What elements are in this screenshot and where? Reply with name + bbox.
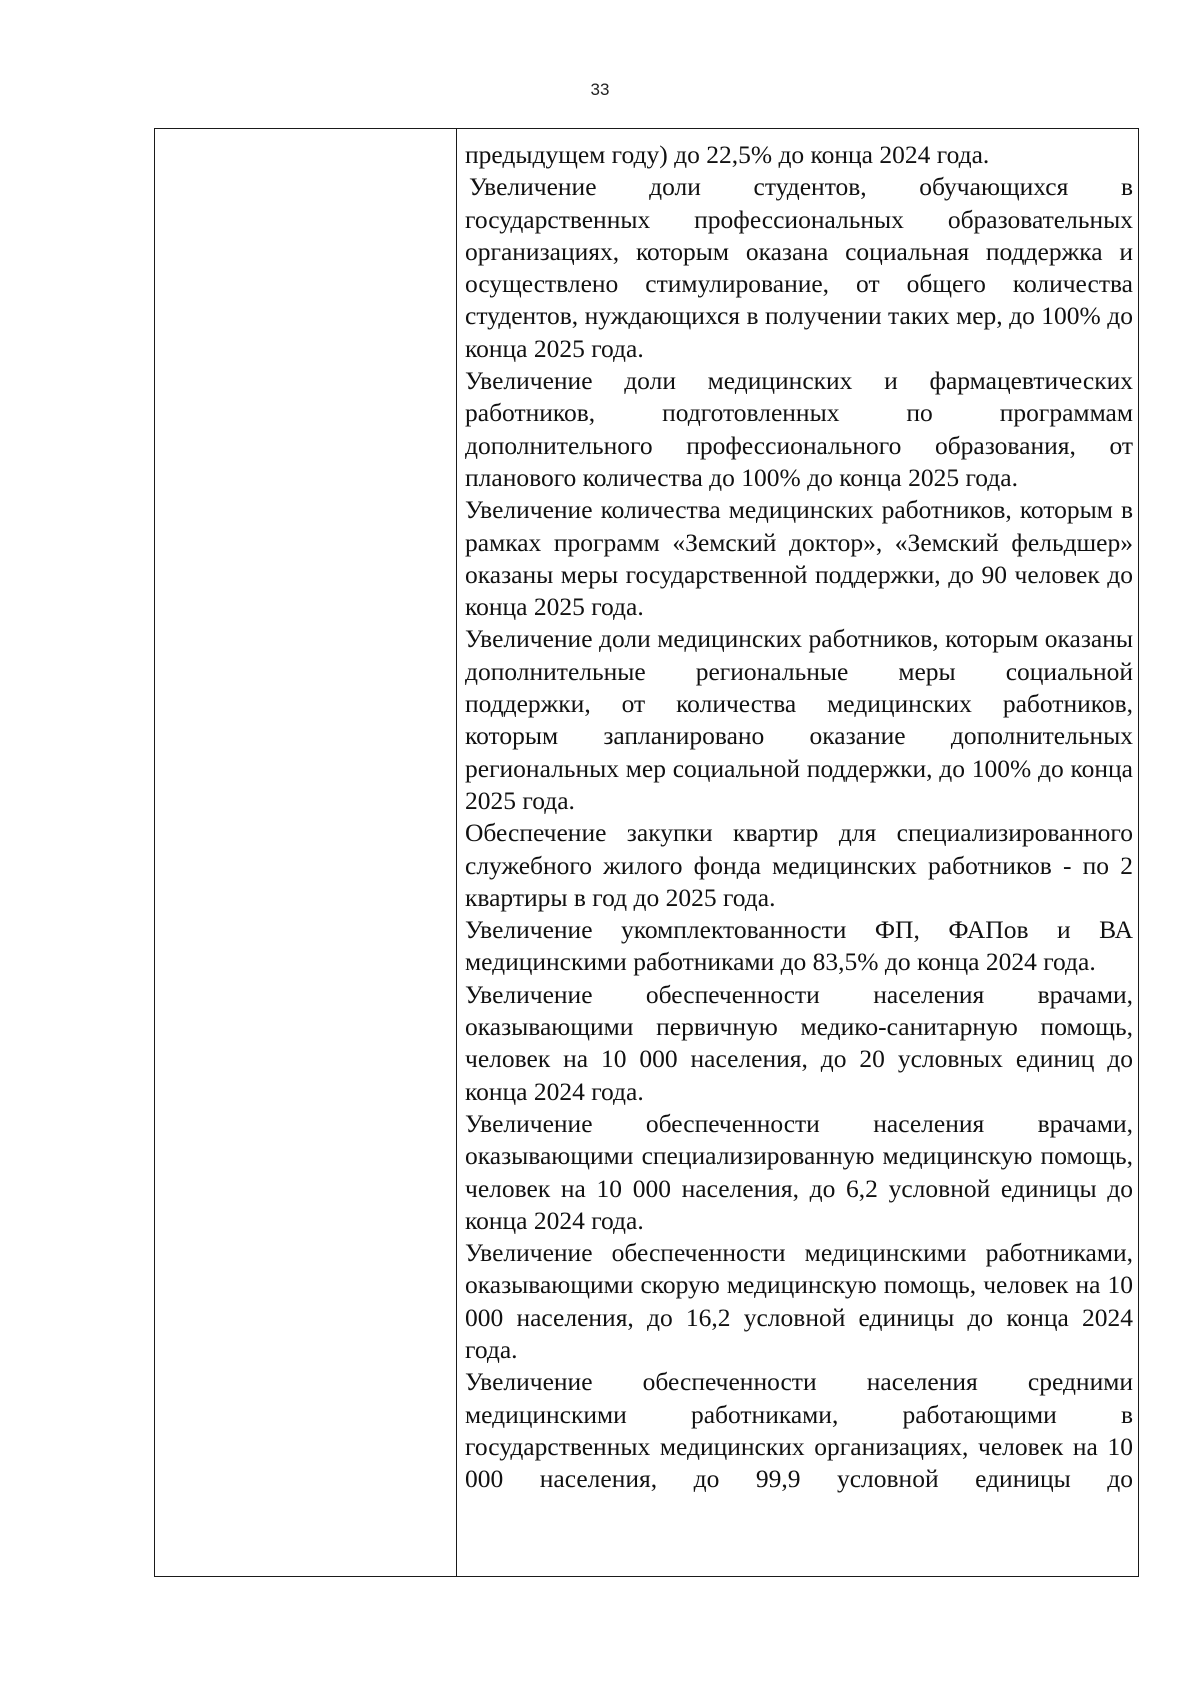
paragraph-specialized-care-doctors: Увеличение обеспеченности населения врачами, оказывающими специализированную медицинскую помощь, человек на 10 000 населения, до 6,2 условной единицы до конца 2024 года. — [465, 1108, 1133, 1235]
paragraph-regional-support: Увеличение доли медицинских работников, которым оказаны дополнительные региональные меры социальной поддержки, от количества медицинских работников, которым запланировано оказание дополнительных региональных мер социальной поддержки, до 100% до конца 2025 года. — [465, 624, 1133, 815]
paragraph-primary-care-doctors: Увеличение обеспеченности населения врачами, оказывающими первичную медико-санитарную помощь, человек на 10 000 населения, до 20 условных единиц до конца 2024 года. — [465, 979, 1133, 1106]
document-table — [154, 128, 1139, 1577]
paragraph-students-support: Увеличение доли студентов, обучающихся в государственных профессиональных образовательных организациях, которым оказана социальная поддержка и осуществлено стимулирование, от общего количества студентов, нуждающихся в получении таких мер, до 100% до конца 2025 года. — [465, 172, 1133, 363]
paragraph-housing-purchase: Обеспечение закупки квартир для специализированного служебного жилого фонда медицинских работников - по 2 квартиры в год до 2025 года. — [465, 818, 1133, 912]
paragraph-zemsky-programs: Увеличение количества медицинских работников, которым в рамках программ «Земский доктор», «Земский фельдшер» оказаны меры государственной поддержки, до 90 человек до конца 2025 года. — [465, 495, 1133, 622]
paragraph-staffing-fap: Увеличение укомплектованности ФП, ФАПов и ВА медицинскими работниками до 83,5% до конца 2024 года. — [465, 915, 1133, 977]
paragraph-nursing-staff: Увеличение обеспеченности населения средними медицинскими работниками, работающими в государственных медицинских организациях, человек на 10 000 населения, до 99,9 условной единицы до — [465, 1367, 1133, 1494]
paragraph-emergency-care-workers: Увеличение обеспеченности медицинскими работниками, оказывающими скорую медицинскую помощь, человек на 10 000 населения, до 16,2 условной единицы до конца 2024 года. — [465, 1238, 1133, 1364]
paragraph-medical-training: Увеличение доли медицинских и фармацевтических работников, подготовленных по программам дополнительного профессионального образования, от планового количества до 100% до конца 2025 года. — [465, 366, 1133, 492]
paragraph-continuation: предыдущем году) до 22,5% до конца 2024 года. — [465, 140, 990, 169]
page-number: 33 — [590, 80, 610, 99]
table-right-cell — [457, 129, 1138, 1495]
table-left-cell — [155, 129, 457, 1576]
